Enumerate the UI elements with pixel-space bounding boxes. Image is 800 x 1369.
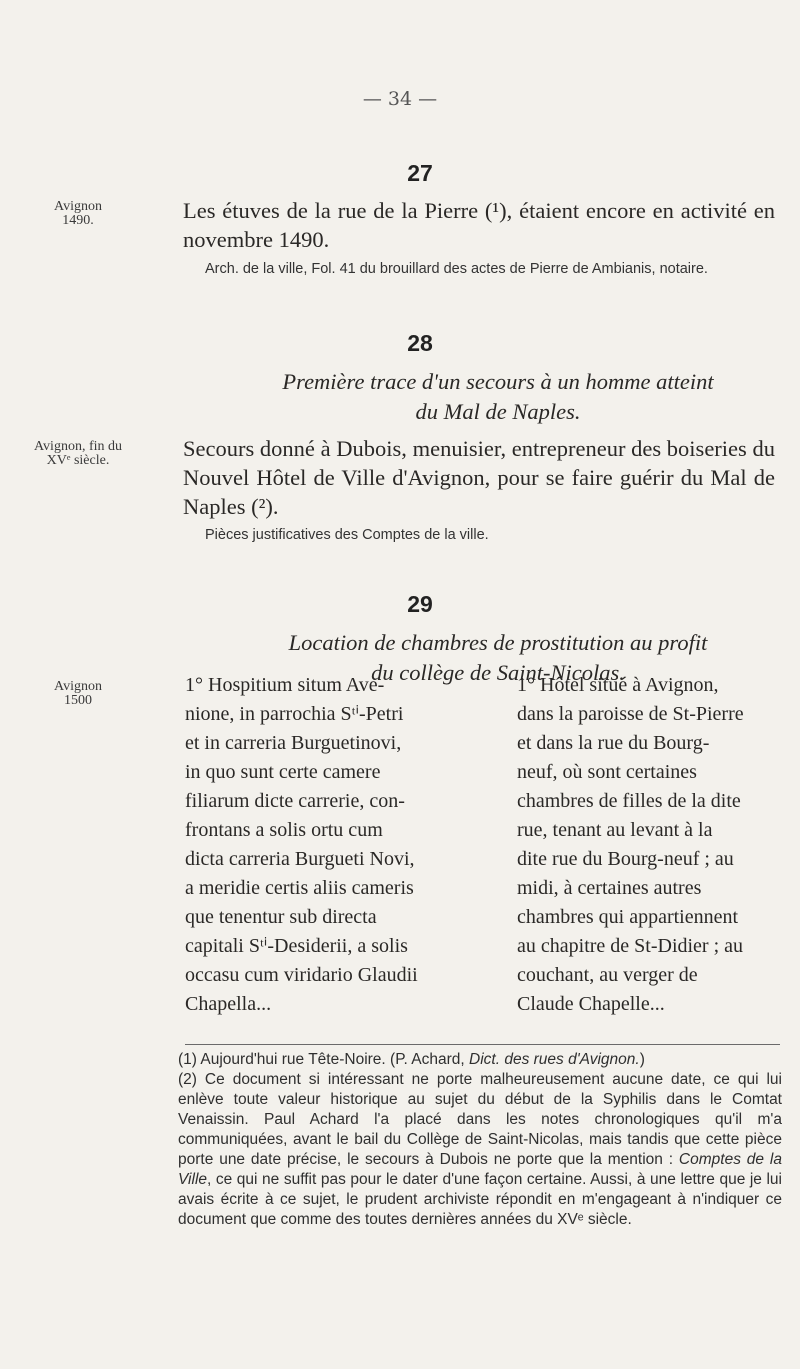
french-line: dans la paroisse de St-Pierre	[517, 703, 744, 725]
entry-28-text: Secours donné à Dubois, menuisier, entrepreneur des boiseries du Nouvel Hôtel de Ville d'Avignon, pour se faire guérir du Mal de Naples (²).	[183, 436, 775, 519]
entry-28-title-line2: du Mal de Naples.	[415, 399, 581, 424]
french-line: chambres qui appartiennent	[517, 906, 739, 928]
french-line: et dans la rue du Bourg-	[517, 732, 710, 754]
latin-line: que tenentur sub directa	[185, 906, 377, 928]
entry-number-28: 28	[407, 330, 433, 356]
french-column	[517, 671, 775, 1019]
entry-29-title-line2: du collège de Saint-Nicolas.	[371, 660, 625, 685]
footnote-2-end: , ce qui ne suffit pas pour le dater d'une façon certaine. Aussi, à une lettre que je lui avais écrite à ce sujet, le prudent archiviste répondit en m'engageant à n'indiquer ce document que comme des toutes dernières années du XVᵉ siècle.	[178, 1171, 782, 1228]
latin-line: frontans a solis ortu cum	[185, 819, 383, 841]
entry-number-29: 29	[407, 591, 433, 617]
latin-line: occasu cum viridario Glaudii	[185, 964, 418, 986]
latin-line: in quo sunt certe camere	[185, 761, 381, 783]
latin-line: filiarum dicte carrerie, con-	[185, 790, 405, 812]
french-line: Claude Chapelle...	[517, 993, 665, 1015]
margin-note-line: Avignon	[54, 679, 102, 694]
margin-note-line: 1500	[64, 693, 92, 708]
footnote-1-end: )	[639, 1051, 645, 1068]
footnote-2-start: (2) Ce document si intéressant ne porte malheureusement aucune date, ce qui lui enlève toute valeur historique au sujet du début de la Syphilis dans le Comtat Venaissin. Paul Achard l'a placé dans les notes chronologiques qu'il m'a communiquées, avant le bail du Collège de Saint-Nicolas, mais tandis que cette pièce porte une date précise, le secours à Dubois ne porte que la mention :	[178, 1071, 782, 1168]
entry-number-27: 27	[407, 160, 433, 186]
margin-note-line: 1490.	[62, 213, 94, 228]
latin-line: et in carreria Burguetinovi,	[185, 732, 402, 754]
footnote-1-ref: Dict. des rues d'Avignon.	[469, 1051, 640, 1068]
margin-note-line: Avignon	[54, 199, 102, 214]
margin-note-line: Avignon, fin du	[33, 439, 122, 454]
entry-27-text: Les étuves de la rue de la Pierre (¹), étaient encore en activité en novembre 1490.	[183, 198, 775, 252]
french-line: dite rue du Bourg-neuf ; au	[517, 848, 734, 870]
french-line: rue, tenant au levant à la	[517, 819, 713, 841]
french-line: neuf, où sont certaines	[517, 761, 697, 783]
latin-column	[185, 671, 443, 1019]
latin-line: Chapella...	[185, 993, 272, 1015]
margin-note-28	[18, 440, 138, 468]
latin-line: dicta carreria Burgueti Novi,	[185, 848, 415, 870]
footnote-2-ref: Comptes de la Ville	[178, 1151, 782, 1188]
page-number: — 34 —	[362, 88, 438, 110]
entry-28-source: Pièces justificatives des Comptes de la ville.	[205, 527, 489, 543]
french-line: chambres de filles de la dite	[517, 790, 741, 812]
margin-note-27	[18, 200, 138, 228]
margin-note-line: XVᵉ siècle.	[46, 453, 110, 468]
footnote-rule	[185, 1044, 780, 1045]
french-line: 1° Hôtel situé à Avignon,	[517, 674, 719, 696]
entry-27-source: Arch. de la ville, Fol. 41 du brouillard des actes de Pierre de Ambianis, notaire.	[205, 261, 708, 277]
latin-line: 1° Hospitium situm Ave-	[185, 674, 385, 696]
footnote-1-text: (1) Aujourd'hui rue Tête-Noire. (P. Achard,	[178, 1051, 470, 1068]
latin-line: capitali Sᵗⁱ-Desiderii, a solis	[185, 935, 408, 957]
french-line: au chapitre de St-Didier ; au	[517, 935, 744, 957]
french-line: couchant, au verger de	[517, 964, 698, 986]
entry-29-title-line1: Location de chambres de prostitution au profit	[288, 630, 708, 655]
footnote-1	[178, 1050, 782, 1070]
margin-note-29	[18, 680, 138, 708]
footnote-2	[178, 1070, 782, 1230]
entry-28-title-line1: Première trace d'un secours à un homme atteint	[282, 369, 714, 394]
latin-line: nione, in parrochia Sᵗⁱ-Petri	[185, 703, 404, 725]
french-line: midi, à certaines autres	[517, 877, 702, 899]
footnotes	[178, 1050, 782, 1230]
entry-28-title	[183, 367, 800, 427]
latin-line: a meridie certis aliis cameris	[185, 877, 414, 899]
